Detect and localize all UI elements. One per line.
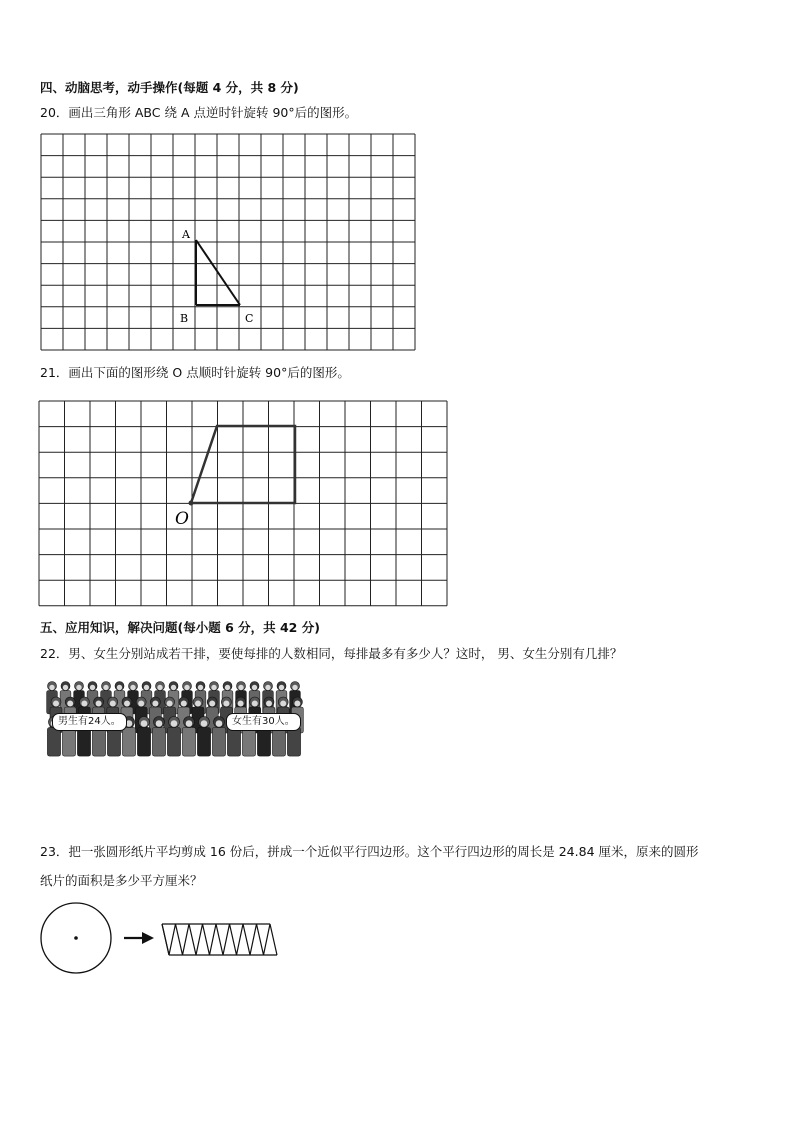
point-o — [189, 501, 194, 506]
circle-center — [74, 936, 78, 940]
circle-to-parallelogram-diagram — [38, 900, 283, 976]
approx-parallelogram — [162, 924, 277, 955]
student-figure — [182, 717, 195, 757]
triangle-abc — [196, 240, 240, 305]
question-23-line2: 纸片的面积是多少平方厘米？ — [40, 873, 203, 888]
question-20-text: 20．画出三角形 ABC 绕 A 点逆时针旋转 90°后的图形。 — [40, 105, 358, 120]
student-figure — [137, 717, 150, 757]
label-o: O — [175, 509, 189, 529]
grid-q20 — [41, 134, 419, 351]
student-figure — [167, 717, 180, 757]
student-figure — [197, 717, 210, 757]
question-23-line1: 23．把一张圆形纸片平均剪成 16 份后，拼成一个近似平行四边形。这个平行四边形的周长是 24.84 厘米，原来的圆形 — [40, 844, 699, 859]
question-21-text: 21．画出下面的图形绕 O 点顺时针旋转 90°后的图形。 — [40, 365, 350, 380]
section-5-title: 五、应用知识，解决问题(每小题 6 分，共 42 分) — [40, 620, 320, 635]
student-figure — [212, 717, 225, 757]
label-a: A — [182, 228, 190, 241]
arrow-icon — [124, 932, 154, 944]
section-4-title: 四、动脑思考，动手操作(每题 4 分，共 8 分) — [40, 80, 299, 95]
label-b: B — [180, 312, 189, 325]
edge-ac — [196, 240, 240, 305]
boys-count-bubble: 男生有24人。 — [52, 713, 127, 731]
girls-count-bubble: 女生有30人。 — [226, 713, 301, 731]
label-c: C — [245, 312, 254, 325]
question-22-text: 22．男、女生分别站成若干排，要使每排的人数相同，每排最多有多少人？这时， 男、女生分别有几排？ — [40, 646, 623, 661]
grid-q21 — [39, 401, 447, 606]
student-figure — [152, 717, 165, 757]
